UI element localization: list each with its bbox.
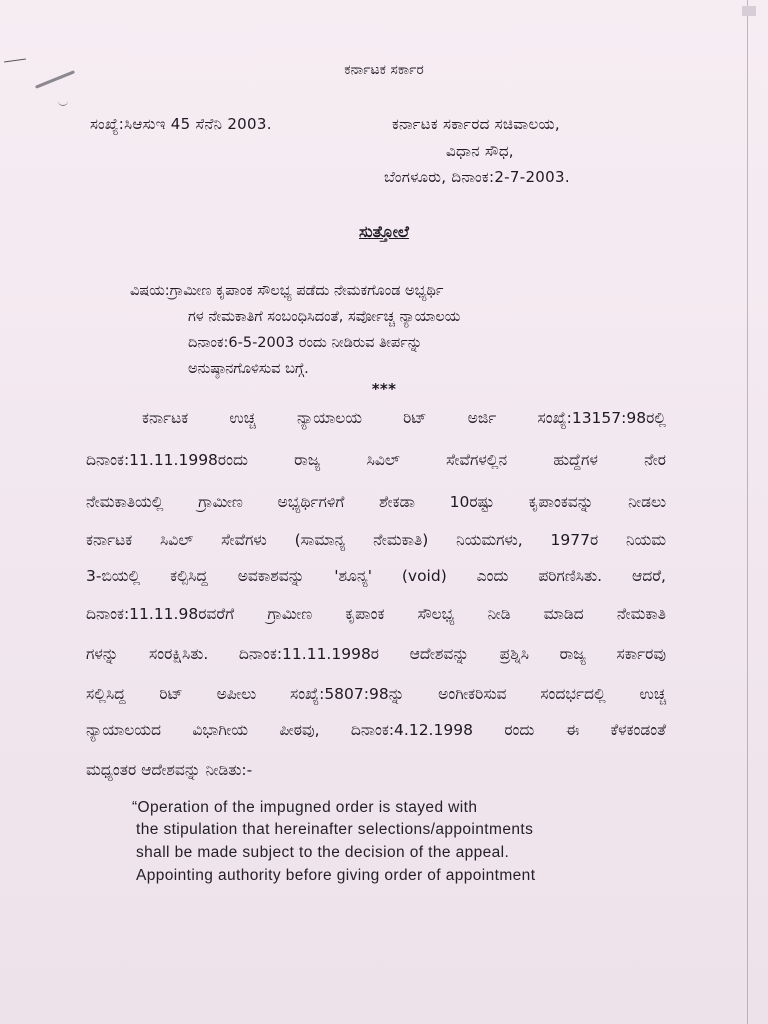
body-line-5: 3-ಬಿಯಲ್ಲಿ ಕಲ್ಪಿಸಿದ್ದ ಅವಕಾಶವನ್ನು 'ಶೂನ್ಯ' (void) ಎಂದು ಪರಿಗಣಿಸಿತು. ಆದರೆ, — [86, 567, 666, 585]
body-line-9: ನ್ಯಾಯಾಲಯದ ವಿಭಾಗೀಯ ಪೀಠವು, ದಿನಾಂಕ:4.12.1998 ರಂದು ಈ ಕೆಳಕಂಡಂತೆ — [86, 721, 666, 739]
pen-tick — [58, 98, 68, 106]
subject-line-2: ಗಳ ನೇಮಕಾತಿಗೆ ಸಂಬಂಧಿಸಿದಂತೆ, ಸರ್ವೋಚ್ಚ ನ್ಯಾಯಾಲಯ — [188, 309, 461, 325]
quote-line-1: “Operation of the impugned order is stayed with — [132, 799, 478, 816]
quote-line-2: the stipulation that hereinafter selections/appointments — [136, 821, 534, 838]
office-line-2: ವಿಧಾನ ಸೌಧ, — [446, 142, 514, 160]
body-line-1: ಕರ್ನಾಟಕ ಉಚ್ಚ ನ್ಯಾಯಾಲಯ ರಿಟ್ ಅರ್ಜಿ ಸಂಖ್ಯೆ:13157:98ರಲ್ಲಿ — [142, 409, 666, 427]
circular-title — [0, 222, 768, 242]
office-line-1: ಕರ್ನಾಟಕ ಸರ್ಕಾರದ ಸಚಿವಾಲಯ, — [392, 115, 560, 133]
body-line-10: ಮಧ್ಯಂತರ ಆದೇಶವನ್ನು ನೀಡಿತು:- — [86, 761, 253, 779]
subject-line-3: ದಿನಾಂಕ:6-5-2003 ರಂದು ನೀಡಿರುವ ತೀರ್ಪನ್ನು — [188, 335, 423, 351]
order-number: ಸಂಖ್ಯೆ:ಸಿಆಸುಇ 45 ಸೆನೆನಿ 2003. — [90, 115, 272, 133]
body-line-3: ನೇಮಕಾತಿಯಲ್ಲಿ ಗ್ರಾಮೀಣ ಅಭ್ಯರ್ಥಿಗಳಿಗೆ ಶೇಕಡಾ 10ರಷ್ಟು ಕೃಪಾಂಕವನ್ನು ನೀಡಲು — [86, 493, 666, 511]
subject-line-4: ಅನುಷ್ಠಾನಗೊಳಿಸುವ ಬಗ್ಗೆ. — [188, 361, 309, 377]
page-edge-line — [747, 0, 748, 1024]
separator: *** — [371, 380, 397, 398]
body-line-2: ದಿನಾಂಕ:11.11.1998ರಂದು ರಾಜ್ಯ ಸಿವಿಲ್ ಸೇವೆಗಳಲ್ಲಿನ ಹುದ್ದೆಗಳ ನೇರ — [86, 451, 666, 469]
quote-line-4: Appointing authority before giving order of appointment — [136, 867, 536, 884]
body-line-8: ಸಲ್ಲಿಸಿದ್ದ ರಿಟ್ ಅಪೀಲು ಸಂಖ್ಯೆ:5807:98ನ್ನು ಅಂಗೀಕರಿಸುವ ಸಂದರ್ಭದಲ್ಲಿ ಉಚ್ಚ — [86, 685, 666, 703]
body-line-6: ದಿನಾಂಕ:11.11.98ರವರೆಗೆ ಗ್ರಾಮೀಣ ಕೃಪಾಂಕ ಸೌಲಭ್ಯ ನೀಡಿ ಮಾಡಿದ ನೇಮಕಾತಿ — [86, 605, 666, 623]
body-line-7: ಗಳನ್ನು ಸಂರಕ್ಷಿಸಿತು. ದಿನಾಂಕ:11.11.1998ರ ಆದೇಶವನ್ನು ಪ್ರಶ್ನಿಸಿ ರಾಜ್ಯ ಸರ್ಕಾರವು — [86, 645, 666, 663]
circular-title-text: ಸುತ್ತೋಲೆ — [359, 222, 409, 241]
office-line-3: ಬೆಂಗಳೂರು, ದಿನಾಂಕ:2-7-2003. — [384, 168, 570, 186]
subject-line-1: ವಿಷಯ:ಗ್ರಾಮೀಣ ಕೃಪಾಂಕ ಸೌಲಭ್ಯ ಪಡೆದು ನೇಮಕಗೊಂಡ ಅಭ್ಯರ್ಥಿ — [130, 283, 444, 299]
quote-line-3: shall be made subject to the decision of the appeal. — [136, 844, 510, 861]
page-corner-mark — [742, 6, 756, 16]
body-line-4: ಕರ್ನಾಟಕ ಸಿವಿಲ್ ಸೇವೆಗಳು (ಸಾಮಾನ್ಯ ನೇಮಕಾತಿ) ನಿಯಮಗಳು, 1977ರ ನಿಯಮ — [86, 531, 666, 549]
department-heading: ಕರ್ನಾಟಕ ಸರ್ಕಾರ — [344, 62, 424, 78]
